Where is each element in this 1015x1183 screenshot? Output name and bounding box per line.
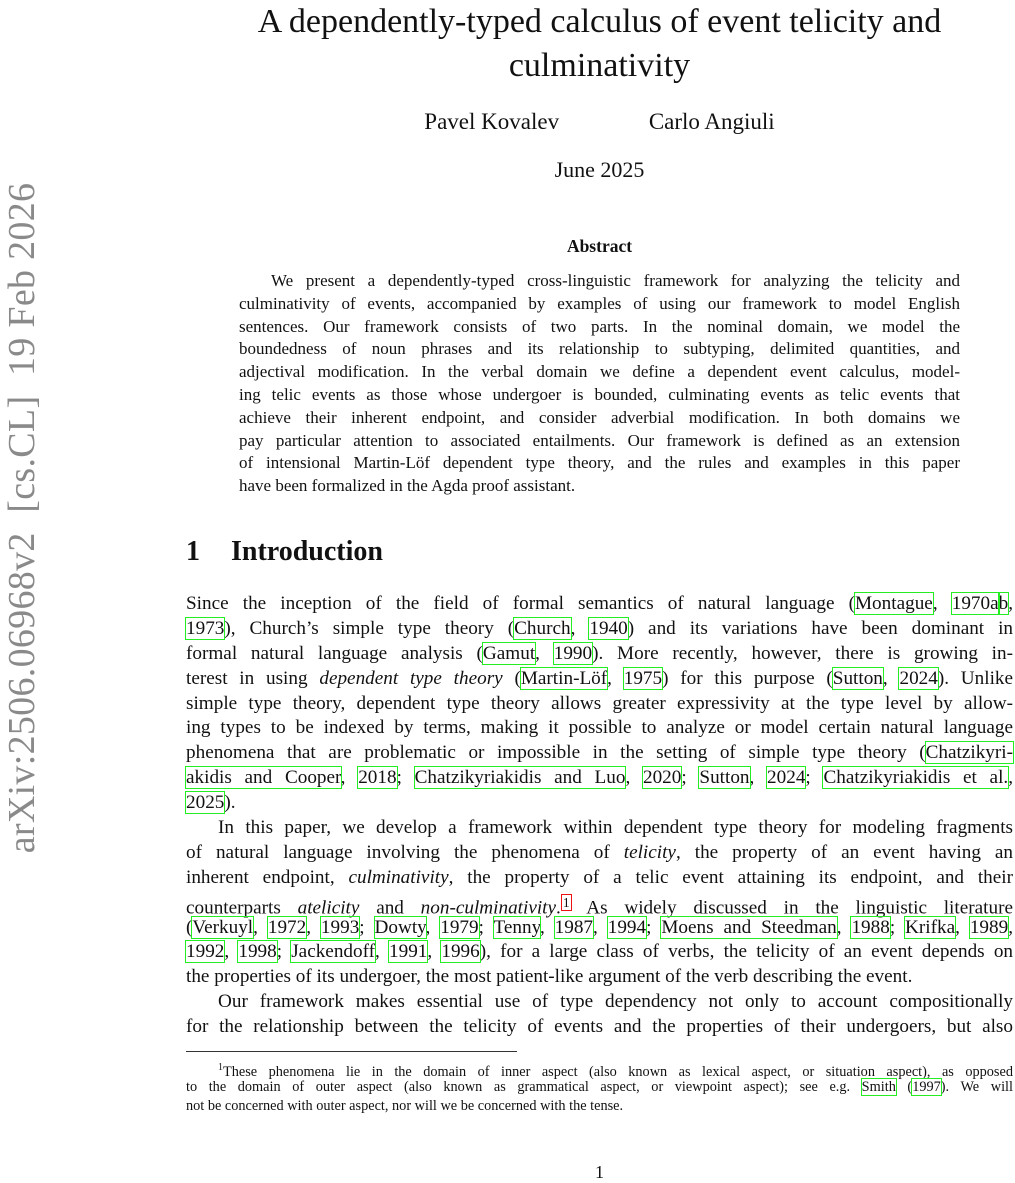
text-run: , [882,667,900,689]
citation-link[interactable]: 2024 [767,767,806,789]
citation-link[interactable]: 1988 [851,916,890,938]
text-run: ). We will [940,1078,1013,1095]
text-run: , [425,916,441,938]
publication-date: June 2025 [554,157,645,182]
title-line: A dependently-typed calculus of event telicity and [257,3,942,40]
text-line [186,716,1013,741]
arxiv-identifier-stamp: arXiv:2506.06968v2 [cs.CL] 19 Feb 2026 [1,182,43,854]
text-run: have been formalized in the Agda proof assistant. [239,476,576,496]
citation-link[interactable]: 1970a [951,593,999,614]
text-run: adjectival modification. In the verbal domain we define a dependent event calculus, model- [239,362,960,382]
footnote [186,1058,1013,1117]
text-run: , [224,941,239,963]
text-run: , [593,916,608,938]
text-line [186,816,1013,841]
citation-link[interactable]: 1973 [186,617,225,639]
text-run: of intensional Martin-Löf dependent type theory, and the rules and examples in this paper [239,453,960,473]
text-line [186,990,1013,1015]
text-run: achieve their inherent endpoint, and consider adverbial modification. In both domains we [239,407,960,427]
citation-link[interactable]: 1997 [912,1078,941,1095]
text-run: ( [186,916,193,938]
text-run: ) for this purpose ( [662,667,833,689]
text-line [239,293,960,316]
text-run: , [306,916,321,938]
text-run: sentences. Our framework consists of two parts. In the nominal domain, we model the [239,316,960,336]
text-run: ing types to be indexed by terms, making it possible to analyze or model certain natural language [186,717,1013,739]
text-run: Our framework makes essential use of type dependency not only to account compositionally [218,991,1013,1013]
text-run: ). Unlike [937,667,1014,689]
text-run: ; [478,916,494,938]
citation-link[interactable]: Chatzikyriakidis et al. [823,767,1009,789]
citation-link[interactable]: 1989 [969,916,1009,938]
text-run: ), for a large class of verbs, the telicity of an event depends on [479,941,1014,963]
abstract-body [239,270,960,498]
text-run: ing telic events as those whose undergoer is bounded, culminating events as telic events that [239,384,960,404]
citation-link[interactable]: 2018 [358,767,397,789]
text-run: , [955,916,970,938]
text-run: , [340,767,359,789]
citation-link[interactable]: 1990 [553,642,593,664]
text-run: , the property of a telic event attaining its endpoint, and their [448,866,1013,888]
text-line [186,866,1013,891]
emphasized-term: telicity [623,841,676,863]
text-line [186,592,1013,617]
text-line [239,316,960,339]
text-run: ; [359,916,375,938]
text-run: , [539,916,555,938]
text-run: , the property of an event having an [675,841,1013,863]
citation-link[interactable]: 2020 [642,767,682,789]
abstract-heading: Abstract [566,236,633,256]
text-run: , [607,667,624,689]
citation-link[interactable]: akidis and Cooper [186,767,341,789]
text-run: These phenomena lie in the domain of inner aspect (also known as lexical aspect, or situation aspect), as opposed [223,1063,1013,1080]
author-name: Pavel Kovalev [424,109,560,134]
citation-link[interactable]: 1975 [623,667,663,689]
citation-link[interactable]: 1993 [320,916,360,938]
citation-link[interactable]: Krifka [905,916,956,938]
text-run: boundedness of noun phrases and its relationship to subtyping, delimited quantities, and [239,339,960,359]
emphasized-term: dependent type theory [319,667,503,689]
introduction-body [186,592,1013,1040]
text-run: of natural language involving the phenomena of [186,841,624,863]
emphasized-term: non-culminativity [420,897,557,919]
text-run: ( [502,667,521,689]
text-run: the properties of its undergoer, the most patient-like argument of the verb describing the event. [186,966,913,988]
text-run: ). [224,792,236,814]
text-run: , [1008,916,1013,938]
paragraph [186,816,1013,990]
citation-link[interactable]: 1972 [267,916,307,938]
text-line [186,1097,1013,1117]
citation-link[interactable]: Sutton [699,767,750,789]
citation-link[interactable]: 1987 [554,916,594,938]
text-run: culminativity of events, accompanied by examples of using our framework to model English [239,293,960,313]
text-run: inherent endpoint, [186,866,349,888]
citation-link[interactable]: Tenny [493,916,540,938]
text-run: to the domain of outer aspect (also known as grammatical aspect, or viewpoint aspect); see e.g. [186,1078,862,1095]
emphasized-term: culminativity [348,866,449,888]
text-line [186,891,1013,919]
text-run: counterparts [186,897,298,919]
text-line [239,475,960,498]
text-run: terest in using [186,667,320,689]
text-run: for the relationship between the telicity of events and the properties of their undergoers, but also [186,1016,1013,1038]
text-line [239,338,960,361]
text-run: ). More recently, however, there is growing in- [592,642,1013,664]
text-run: , [836,916,852,938]
citation-link[interactable]: 1992 [186,941,225,963]
citation-link[interactable]: 1994 [607,916,647,938]
text-run: , [535,642,554,664]
text-line [239,407,960,430]
text-run: , [375,941,390,963]
text-line [239,452,960,475]
text-run: Since the inception of the field of formal semantics of natural language ( [186,593,855,614]
text-line [186,916,1013,941]
citation-link[interactable]: 1940 [589,617,628,639]
citation-link[interactable]: Church [514,617,571,639]
text-run: not be concerned with outer aspect, nor will we be concerned with the tense. [186,1098,624,1114]
citation-link[interactable]: 1996 [441,941,480,963]
text-line [186,766,1013,791]
text-run: , [1008,593,1014,614]
text-line [239,384,960,407]
text-run: ; [276,941,292,963]
text-run: and [359,897,421,919]
paragraph [186,990,1013,1040]
section-heading [186,536,383,568]
text-run: formal natural language analysis ( [186,642,483,664]
citation-link[interactable]: 2025 [186,792,225,814]
text-run: , [625,767,643,789]
text-run: ( [895,1078,913,1095]
text-line [239,361,960,384]
text-run: ; [805,767,824,789]
footnote-reference-link[interactable]: 1 [562,894,570,910]
author-name: Carlo Angiuli [648,109,775,134]
citation-link[interactable]: 1998 [238,941,277,963]
text-run: simple type theory, dependent type theory allows greater expressivity at the type level by allow- [186,692,1013,714]
footnote-divider [186,1051,517,1052]
text-run: , [932,593,952,614]
text-line [186,642,1013,667]
citation-link[interactable]: 1991 [389,941,428,963]
section-number: 1 [186,536,200,567]
text-run: . [556,897,561,919]
citation-link[interactable]: 2024 [899,667,938,689]
author-list [186,109,1013,135]
text-run: ; [396,767,415,789]
text-line [186,692,1013,717]
text-run: We present a dependently-typed cross-linguistic framework for analyzing the telicity and [271,271,960,290]
citation-link[interactable]: Chatzikyri- [925,742,1013,764]
text-run: As widely discussed in the linguistic literature [570,897,1013,919]
text-run: , [427,941,442,963]
page-number: 1 [595,1162,604,1182]
emphasized-term: atelicity [297,897,360,919]
text-line [239,430,960,453]
text-run: phenomena that are problematic or impossible in the setting of simple type theory ( [186,742,926,764]
text-run: , [749,767,768,789]
citation-link[interactable]: Jackendoff [291,941,376,963]
text-line [186,617,1013,642]
text-run: ) and its variations have been dominant in [627,617,1013,639]
title-line: culminativity [508,47,691,84]
text-line [186,667,1013,692]
text-line [186,1078,1013,1098]
citation-link[interactable]: Sutton [832,667,883,689]
text-line [186,741,1013,766]
citation-link[interactable]: Smith [861,1078,896,1095]
citation-link[interactable]: Montague [855,593,933,614]
text-run: ), Church’s simple type theory ( [224,617,515,639]
text-run: , [1008,767,1013,789]
section-title: Introduction [231,536,383,567]
citation-link[interactable]: Chatzikyriakidis and Luo [414,767,626,789]
citation-link[interactable]: Gamut [482,642,536,664]
text-line [186,791,1013,816]
text-run: pay particular attention to associated entailments. Our framework is defined as an extension [239,430,960,450]
text-run: ; [646,916,662,938]
paper-title [186,0,1013,88]
citation-link[interactable]: 1979 [440,916,479,938]
text-line [186,1015,1013,1040]
citation-link[interactable]: Moens and Steedman [661,916,837,938]
footnote-number: 1 [218,1062,223,1073]
text-run: , [253,916,268,938]
paragraph [186,592,1013,816]
text-line [186,940,1013,965]
citation-link[interactable]: Dowty [374,916,426,938]
text-line [239,270,960,293]
text-run: , [570,617,590,639]
citation-link[interactable]: Verkuyl [192,916,254,938]
text-line [186,1058,1013,1078]
text-line [186,965,1013,990]
text-line [186,841,1013,866]
citation-link[interactable]: b [998,593,1009,614]
text-run: In this paper, we develop a framework within dependent type theory for modeling fragments [218,817,1013,839]
citation-link[interactable]: Martin-Löf [520,667,608,689]
text-run: ; [889,916,906,938]
text-run: ; [681,767,700,789]
